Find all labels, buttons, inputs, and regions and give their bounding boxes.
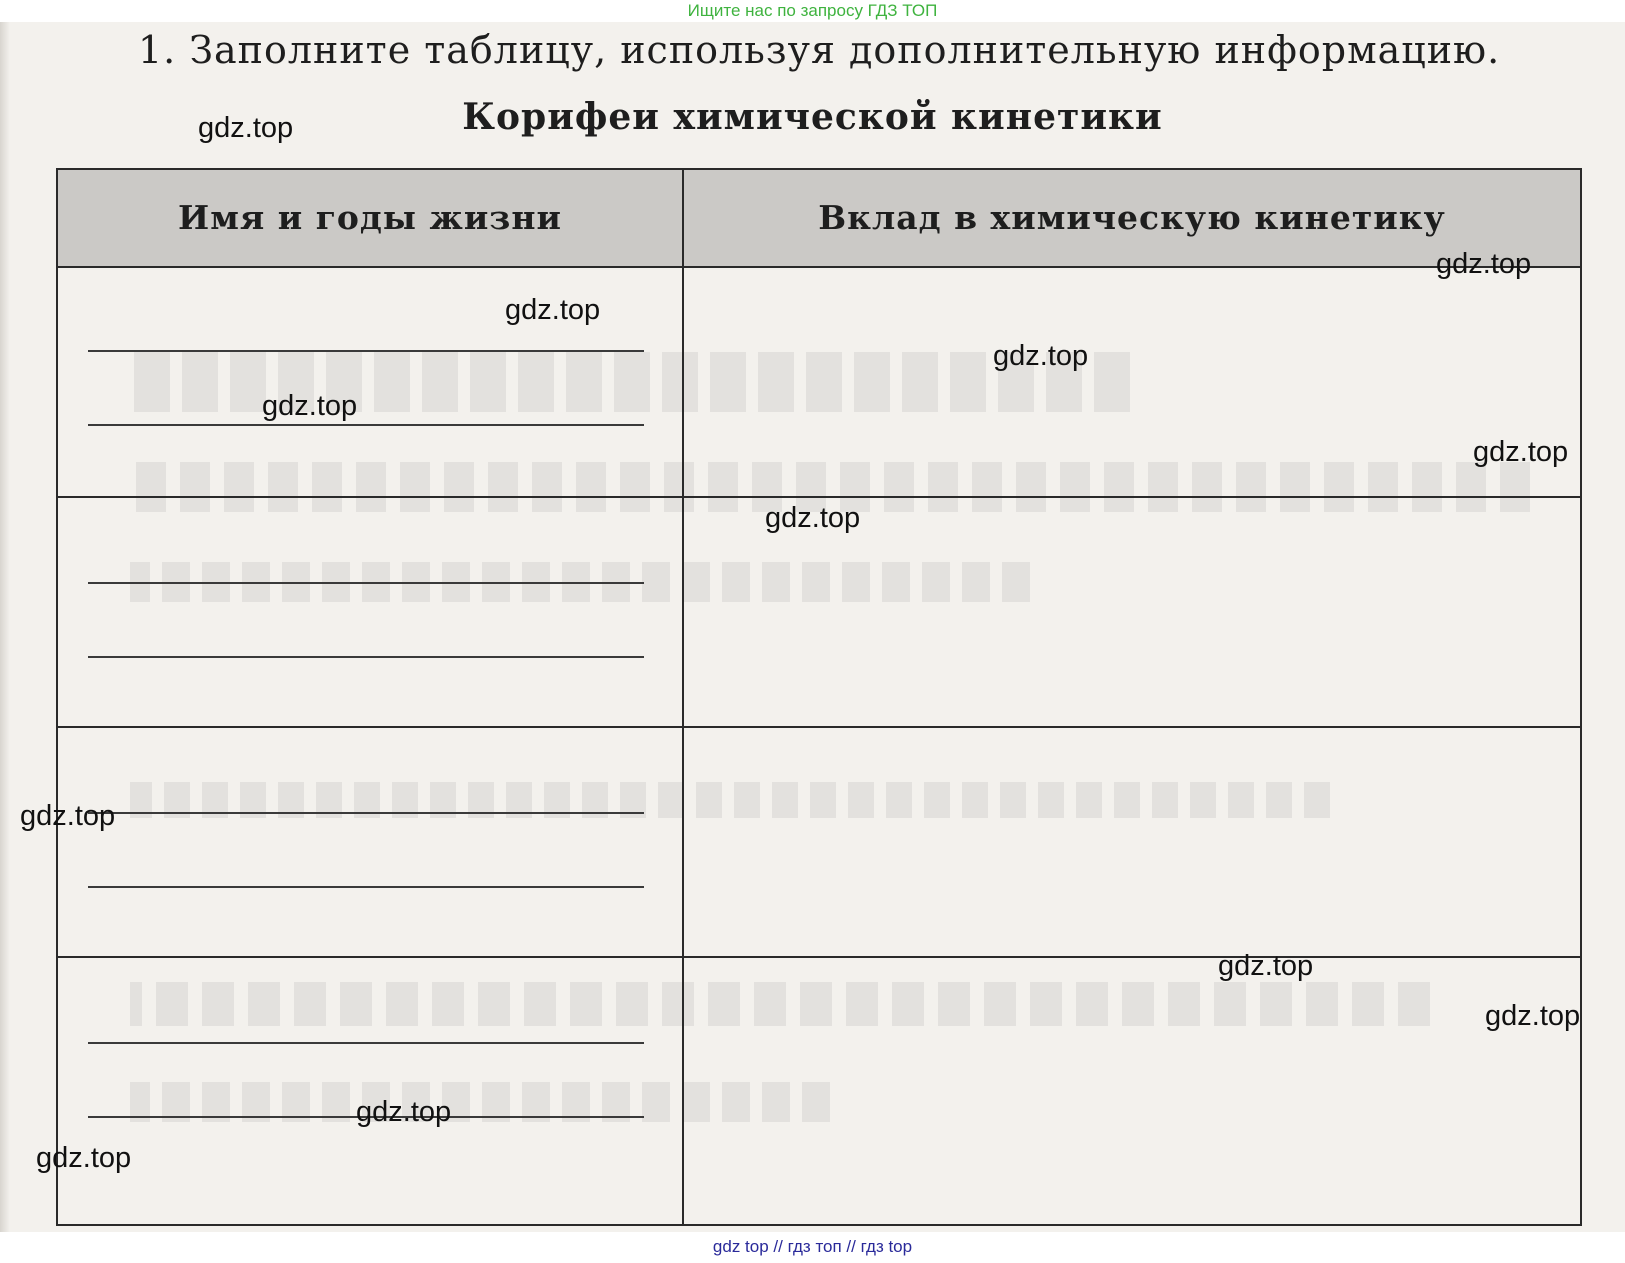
answer-line-row3-a[interactable] (88, 812, 644, 814)
answer-line-row2-a[interactable] (88, 582, 644, 584)
answer-line-row1-a[interactable] (88, 350, 644, 352)
task-instruction: 1. Заполните таблицу, используя дополнительную информацию. (138, 28, 1501, 72)
row-divider (58, 726, 1580, 728)
watermark: gdz.top (262, 390, 358, 422)
watermark: gdz.top (198, 112, 294, 144)
answer-line-row3-b[interactable] (88, 886, 644, 888)
watermark: gdz.top (1218, 950, 1314, 982)
answer-table (56, 168, 1582, 1226)
watermark: gdz.top (36, 1142, 132, 1174)
row-divider (58, 956, 1580, 958)
search-banner: Ищите нас по запросу ГДЗ ТОП (687, 1, 938, 20)
row-divider (58, 496, 1580, 498)
watermark: gdz.top (993, 340, 1089, 372)
textbook-page (0, 22, 1625, 1232)
answer-line-row1-b[interactable] (88, 424, 644, 426)
column-divider (682, 170, 684, 1224)
watermark: gdz.top (1485, 1000, 1581, 1032)
watermark: gdz.top (20, 800, 116, 832)
watermark: gdz.top (356, 1096, 452, 1128)
table-caption: Корифеи химической кинетики (462, 96, 1163, 138)
watermark: gdz.top (1473, 436, 1569, 468)
footer-watermark: gdz top // гдз топ // гдз top (712, 1237, 913, 1256)
answer-line-row2-b[interactable] (88, 656, 644, 658)
watermark: gdz.top (1436, 248, 1532, 280)
page-binding-shadow (0, 22, 10, 1232)
answer-line-row4-a[interactable] (88, 1042, 644, 1044)
table-header-row (58, 170, 1580, 268)
header-name-years: Имя и годы жизни (178, 198, 562, 237)
header-contribution: Вклад в химическую кинетику (818, 198, 1446, 237)
watermark: gdz.top (765, 502, 861, 534)
watermark: gdz.top (505, 294, 601, 326)
